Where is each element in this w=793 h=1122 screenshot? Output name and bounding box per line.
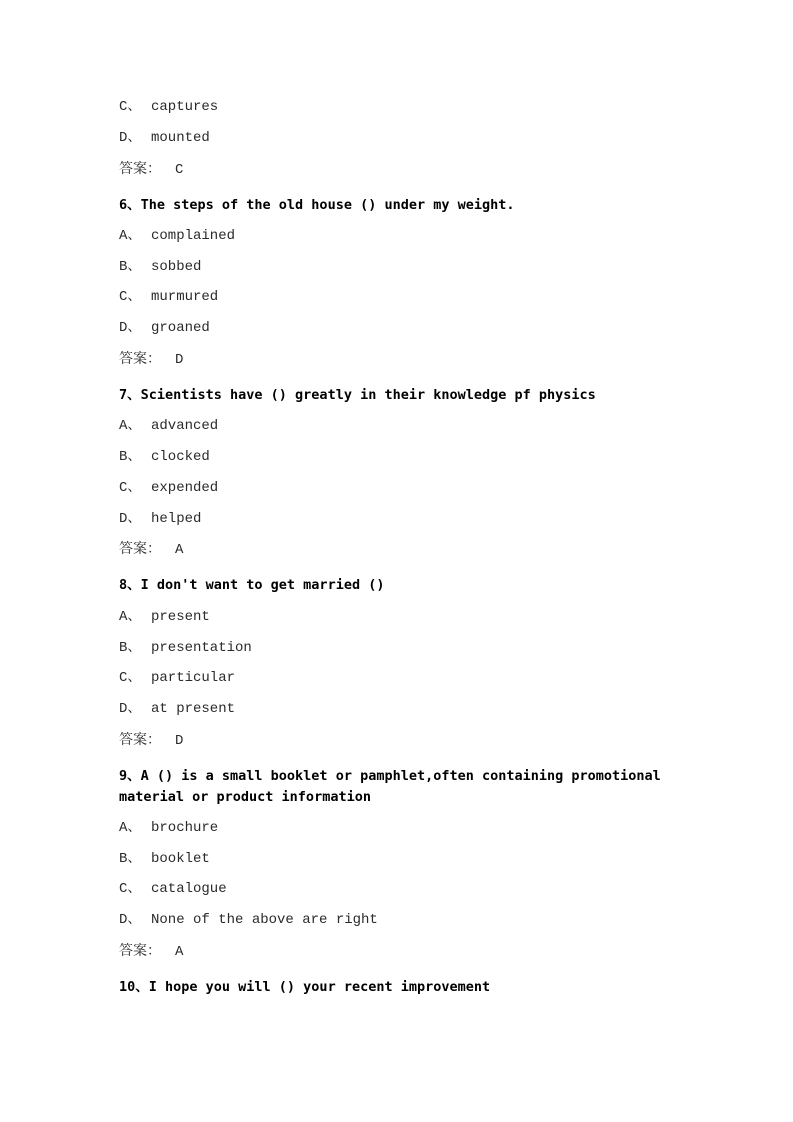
option-d: D、 groaned	[119, 320, 210, 336]
option-a: A、 brochure	[119, 820, 219, 836]
question-stem: 8、I don't want to get married ()	[119, 577, 385, 593]
option-c: C、 captures	[119, 99, 219, 115]
question-stem: 6、The steps of the old house () under my weight.	[119, 197, 515, 213]
option-a: A、 present	[119, 609, 210, 625]
option-d: D、 helped	[119, 511, 202, 527]
answer-line: 答案： A	[119, 943, 184, 960]
option-b: B、 booklet	[119, 851, 210, 867]
option-c: C、 murmured	[119, 289, 219, 305]
option-d: D、 None of the above are right	[119, 912, 378, 928]
answer-line: 答案： D	[119, 732, 184, 749]
option-a: A、 advanced	[119, 418, 219, 434]
answer-line: 答案： D	[119, 351, 184, 368]
option-b: B、 sobbed	[119, 259, 202, 275]
answer-line: 答案： A	[119, 541, 184, 558]
option-d: D、 mounted	[119, 130, 210, 146]
option-b: B、 clocked	[119, 449, 210, 465]
option-d: D、 at present	[119, 701, 236, 717]
option-a: A、 complained	[119, 228, 236, 244]
question-stem: 9、A () is a small booklet or pamphlet,often containing promotional material or product information	[119, 768, 661, 805]
option-c: C、 expended	[119, 480, 219, 496]
question-stem: 7、Scientists have () greatly in their knowledge pf physics	[119, 387, 596, 403]
question-stem: 10、I hope you will () your recent improvement	[119, 979, 491, 995]
answer-line: 答案： C	[119, 161, 184, 178]
option-c: C、 catalogue	[119, 881, 227, 897]
option-b: B、 presentation	[119, 640, 252, 656]
option-c: C、 particular	[119, 670, 236, 686]
